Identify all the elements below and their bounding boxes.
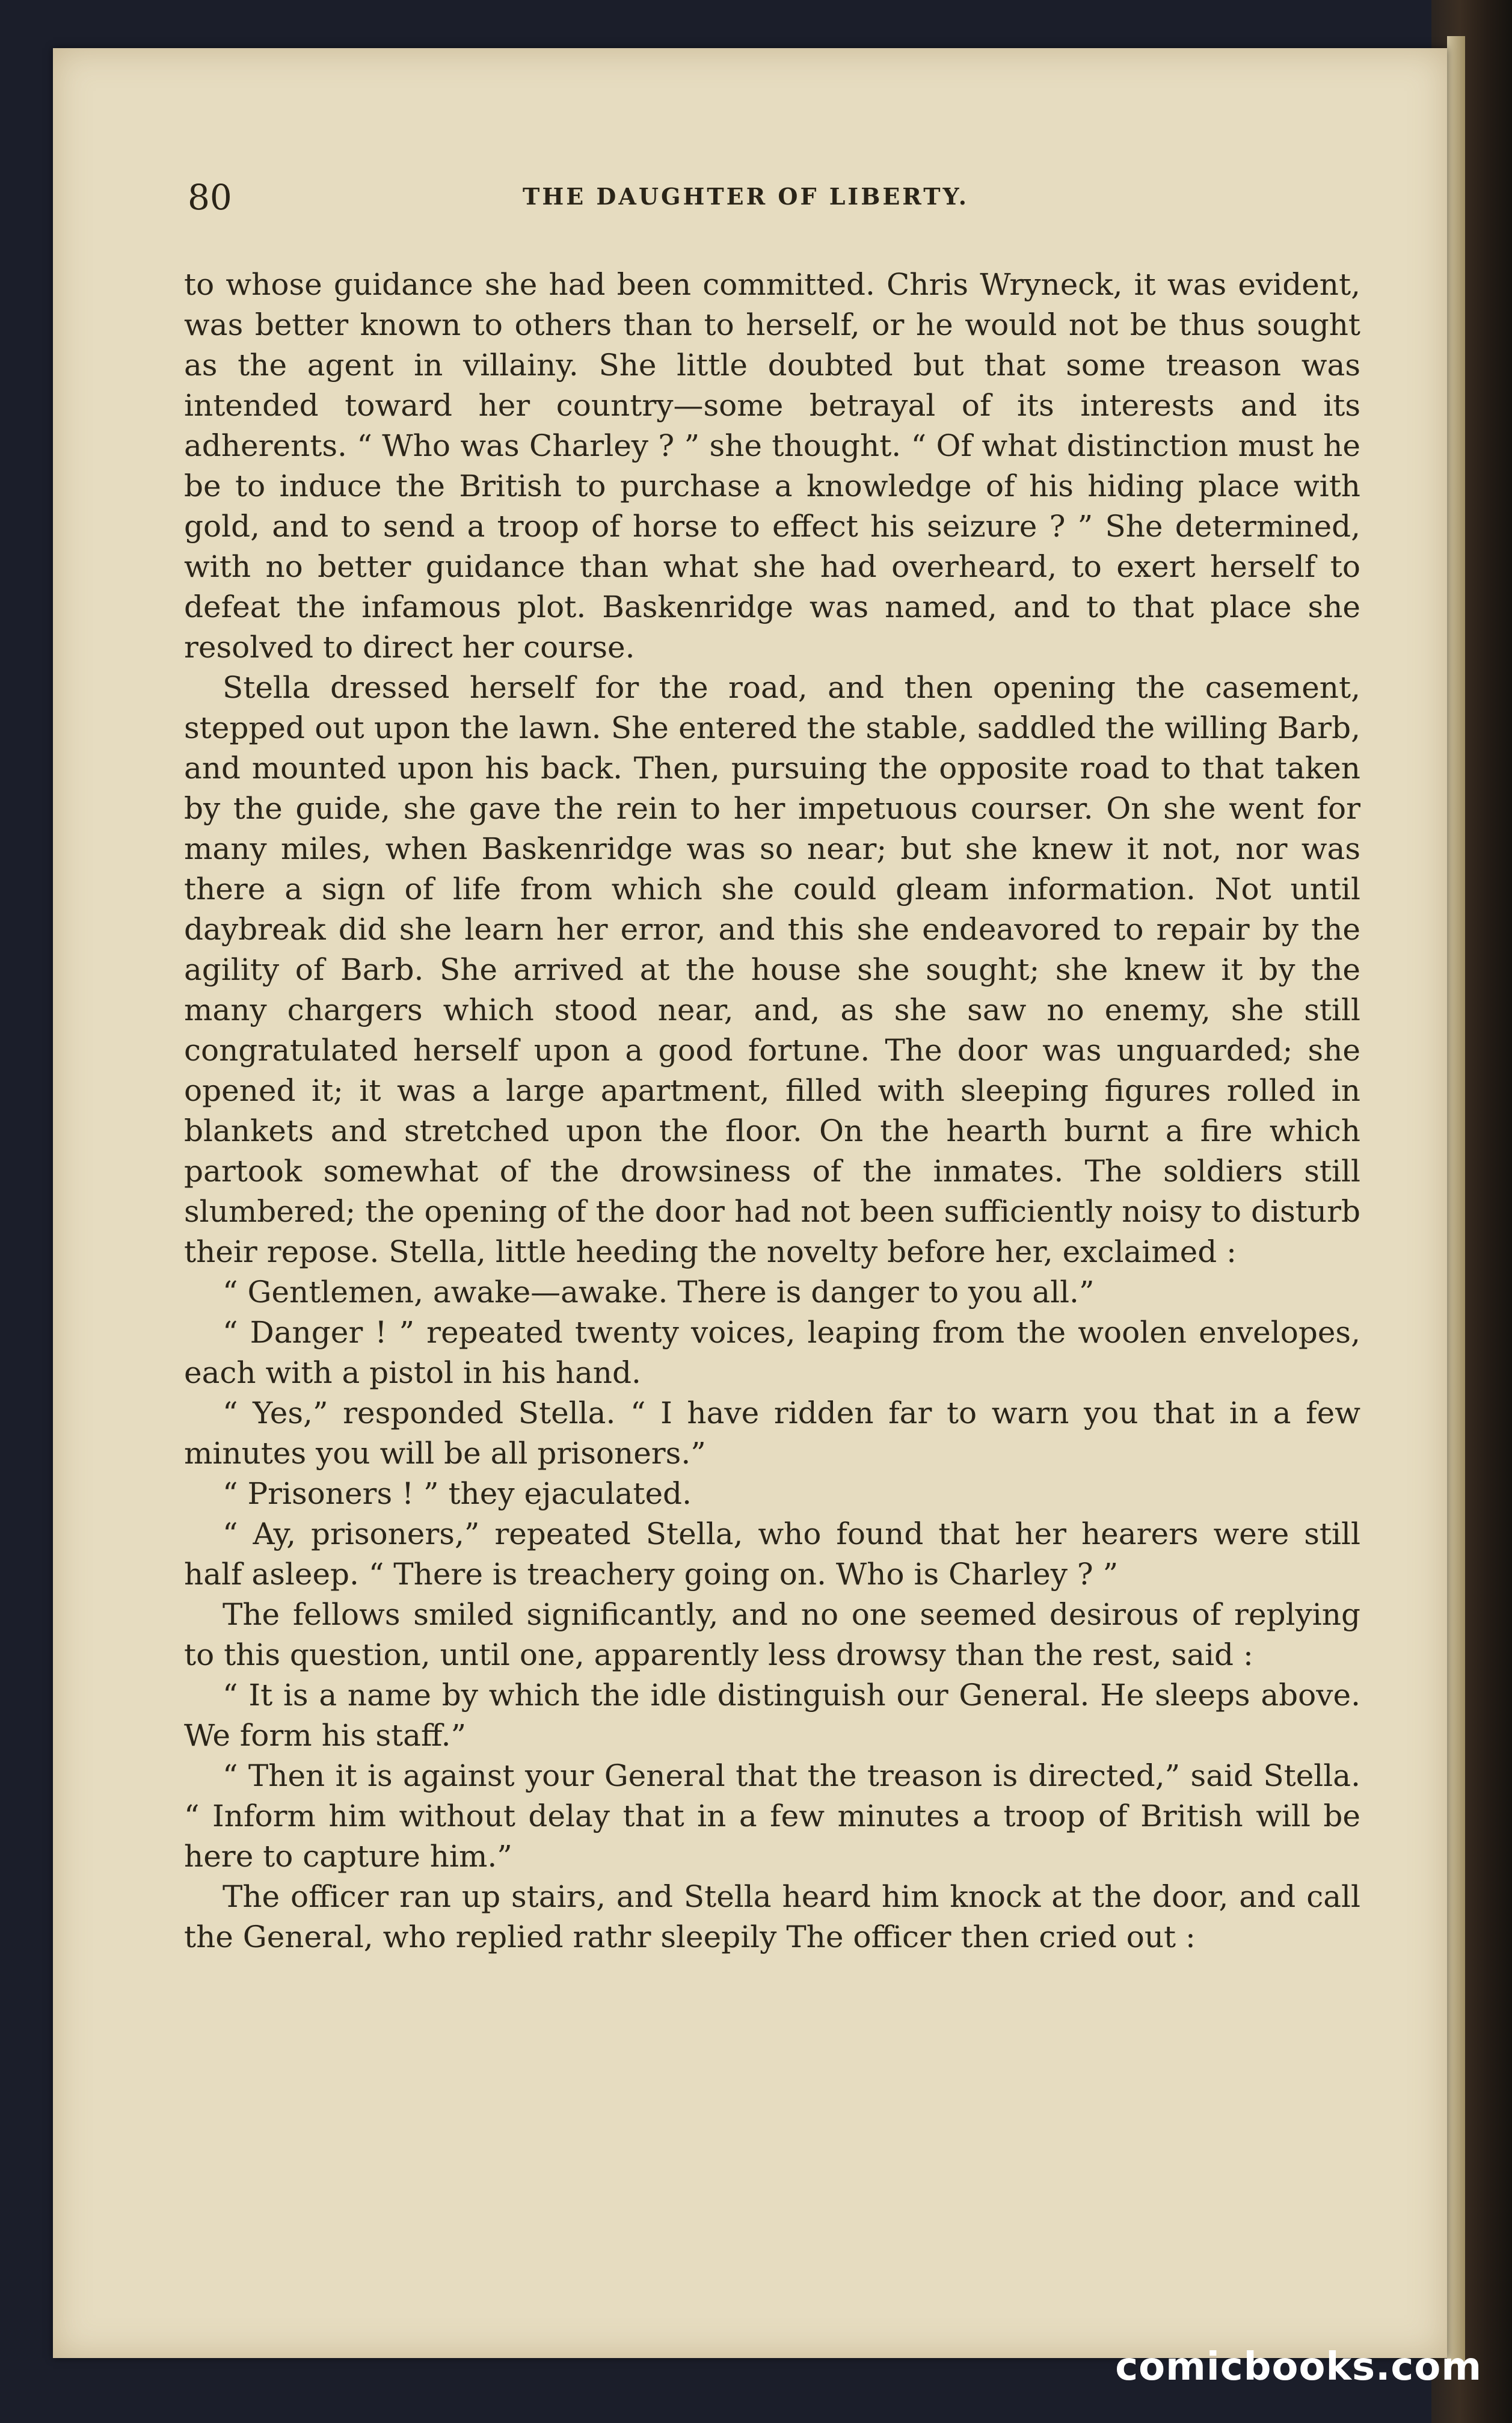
paragraph: “ Ay, prisoners,” repeated Stella, who found that her hearers were still half asleep. “ There is treachery going on. Who is Charley ? ” (184, 1516, 1360, 1592)
running-head (132, 177, 1359, 225)
paragraph: “ Yes,” responded Stella. “ I have ridden far to warn you that in a few minutes you will be all prisoners.” (184, 1396, 1360, 1471)
watermark: comicbooks.com (1115, 2345, 1482, 2389)
facing-page-edge (1447, 36, 1465, 2364)
paragraph: The fellows smiled significantly, and no one seemed desirous of replying to this question, until one, apparently less drowsy than the rest, said : (184, 1597, 1360, 1672)
body-text (184, 265, 1360, 1957)
paragraph: “ Gentlemen, awake—awake. There is danger to you all.” (223, 1275, 1095, 1310)
running-title: THE DAUGHTER OF LIBERTY. (523, 183, 969, 210)
paragraph: to whose guidance she had been committed. Chris Wryneck, it was evident, was better known to others than to herself, or he would not be thus sought as the agent in villainy. She little doubted but that some treason was intended toward her country—some betrayal of its interests and its adherents. “ Who was Charley ? ” she thought. “ Of what distinction must he be to induce the British to purchase a knowledge of his hiding place with gold, and to send a troop of horse to effect his seizure ? ” She determined, with no better guidance than what she had overheard, to exert herself to defeat the infamous plot. Baskenridge was named, and to that place she resolved to direct her course. (184, 267, 1360, 665)
paragraph: “ Prisoners ! ” they ejaculated. (223, 1476, 692, 1511)
paragraph: “ Then it is against your General that the treason is directed,” said Stella. “ Inform him without delay that in a few minutes a troop of British will be here to capture him.” (184, 1758, 1360, 1874)
paragraph: Stella dressed herself for the road, and then opening the casement, stepped out upon the lawn. She entered the stable, saddled the willing Barb, and mounted upon his back. Then, pursuing the opposite road to that taken by the guide, she gave the rein to her impetuous courser. On she went for many miles, when Baskenridge was so near; but she knew it not, nor was there a sign of life from which she could gleam information. Not until daybreak did she learn her error, and this she endeavored to repair by the agility of Barb. She arrived at the house she sought; she knew it by the many chargers which stood near, and, as she saw no enemy, she still congratulated herself upon a good fortune. The door was unguarded; she opened it; it was a large apartment, filled with sleeping figures rolled in blankets and stretched upon the floor. On the hearth burnt a fire which partook somewhat of the drowsiness of the inmates. The soldiers still slumbered; the opening of the door had not been sufficiently noisy to disturb their repose. Stella, little heeding the novelty before her, exclaimed : (184, 670, 1360, 1269)
paragraph: “ Danger ! ” repeated twenty voices, leaping from the woolen envelopes, each with a pistol in his hand. (184, 1315, 1360, 1390)
paragraph: “ It is a name by which the idle distinguish our General. He sleeps above. We form his staff.” (184, 1678, 1360, 1753)
page-number: 80 (188, 177, 232, 218)
paragraph: The officer ran up stairs, and Stella heard him knock at the door, and call the General, who replied rathr sleepily The officer then cried out : (184, 1879, 1360, 1954)
